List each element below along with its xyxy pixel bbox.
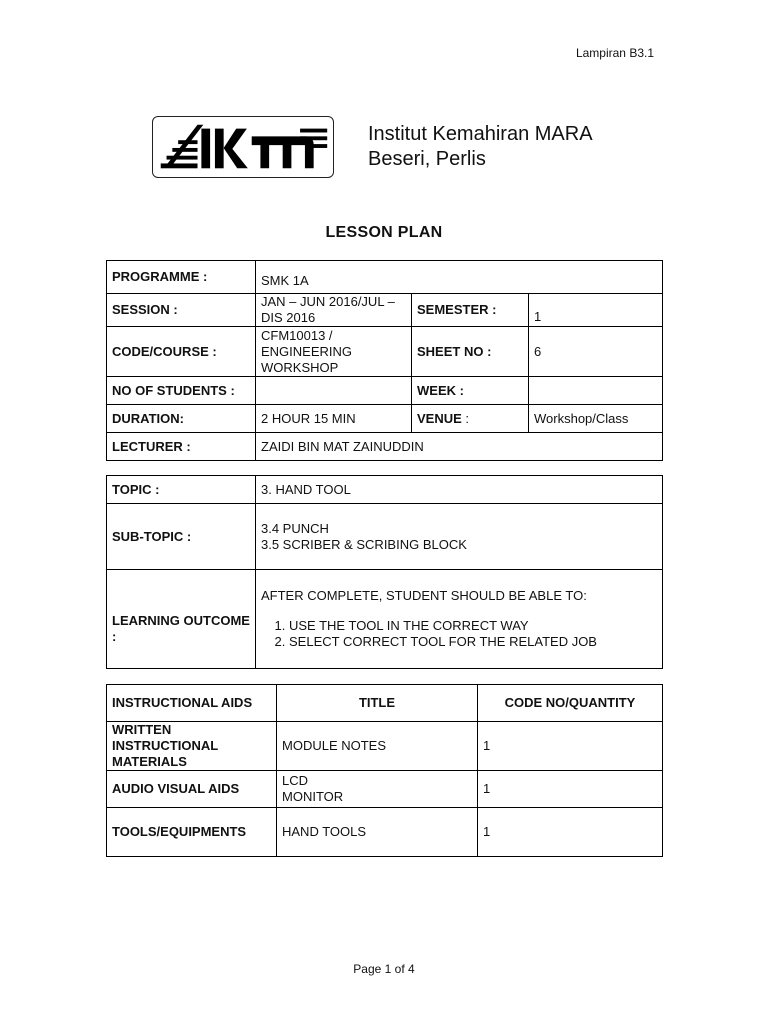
table-row: [107, 504, 663, 570]
table-row: [107, 771, 663, 808]
outcome-item: 2. SELECT CORRECT TOOL FOR THE RELATED JOB: [289, 634, 657, 650]
header-title: TITLE: [277, 685, 478, 722]
header-code-quantity: CODE NO/QUANTITY: [478, 685, 663, 722]
table-row: [107, 261, 663, 294]
venue-label-cell: [412, 405, 529, 433]
aid-name: WRITTEN INSTRUCTIONAL MATERIALS: [107, 722, 277, 771]
table-row: [107, 808, 663, 857]
sheet-no-value: 6: [529, 327, 663, 377]
lesson-topic-table: [106, 475, 663, 669]
code-course-value: CFM10013 / ENGINEERING WORKSHOP: [256, 327, 412, 377]
page-title: LESSON PLAN: [325, 224, 443, 241]
course-info-table: [106, 260, 663, 461]
duration-value: 2 HOUR 15 MIN: [256, 405, 412, 433]
venue-label: VENUE: [417, 410, 462, 426]
lecturer-value: ZAIDI BIN MAT ZAINUDDIN: [256, 433, 663, 461]
table-row: [107, 433, 663, 461]
aid-name: TOOLS/EQUIPMENTS: [107, 808, 277, 857]
venue-value: Workshop/Class: [529, 405, 663, 433]
learning-outcome-content: [256, 570, 663, 669]
code-course-label: CODE/COURSE :: [107, 327, 256, 377]
table-row: [107, 405, 663, 433]
ikm-logo: [152, 116, 334, 178]
duration-label: DURATION:: [107, 405, 256, 433]
week-label: WEEK :: [412, 377, 529, 405]
session-value: JAN – JUN 2016/JUL – DIS 2016: [256, 294, 412, 327]
table-row: [107, 570, 663, 669]
week-value: [529, 377, 663, 405]
outcome-list: [261, 618, 657, 650]
topic-value: 3. HAND TOOL: [256, 476, 663, 504]
aid-name: AUDIO VISUAL AIDS: [107, 771, 277, 808]
programme-label: PROGRAMME :: [107, 261, 256, 294]
programme-value: SMK 1A: [256, 261, 663, 294]
sheet-no-label: SHEET NO :: [412, 327, 529, 377]
table-header-row: [107, 685, 663, 722]
aid-quantity: 1: [478, 771, 663, 808]
venue-colon: :: [465, 410, 470, 426]
subtopic-item: 3.5 SCRIBER & SCRIBING BLOCK: [261, 536, 467, 552]
table-row: [107, 722, 663, 771]
ikm-logo-graphic: [153, 117, 333, 177]
aid-title: LCD MONITOR: [277, 771, 478, 808]
table-row: [107, 377, 663, 405]
institution-line-2: Beseri, Perlis: [368, 148, 486, 170]
aid-quantity: 1: [478, 722, 663, 771]
outcome-lead-text: AFTER COMPLETE, STUDENT SHOULD BE ABLE TO:: [261, 588, 587, 603]
outcome-item: 1. USE THE TOOL IN THE CORRECT WAY: [289, 618, 657, 634]
students-label: NO OF STUDENTS :: [107, 377, 256, 405]
semester-label: SEMESTER :: [412, 294, 529, 327]
subtopic-label: SUB-TOPIC :: [107, 504, 256, 570]
subtopic-list: [256, 504, 663, 570]
institution-line-1: Institut Kemahiran MARA: [368, 123, 593, 145]
table-row: [107, 327, 663, 377]
topic-label: TOPIC :: [107, 476, 256, 504]
aid-title: MODULE NOTES: [277, 722, 478, 771]
aid-title: HAND TOOLS: [277, 808, 478, 857]
session-label: SESSION :: [107, 294, 256, 327]
subtopic-item: 3.4 PUNCH: [261, 520, 329, 536]
page-number: Page 1 of 4: [353, 962, 415, 976]
semester-value: 1: [529, 294, 663, 327]
table-row: [107, 476, 663, 504]
header-instructional-aids: INSTRUCTIONAL AIDS: [107, 685, 277, 722]
attachment-reference: Lampiran B3.1: [575, 46, 654, 60]
learning-outcome-label: LEARNING OUTCOME :: [107, 570, 256, 669]
students-value: [256, 377, 412, 405]
lecturer-label: LECTURER :: [107, 433, 256, 461]
institution-name: [368, 122, 593, 172]
instructional-aids-table: [106, 684, 663, 857]
table-row: [107, 294, 663, 327]
aid-quantity: 1: [478, 808, 663, 857]
